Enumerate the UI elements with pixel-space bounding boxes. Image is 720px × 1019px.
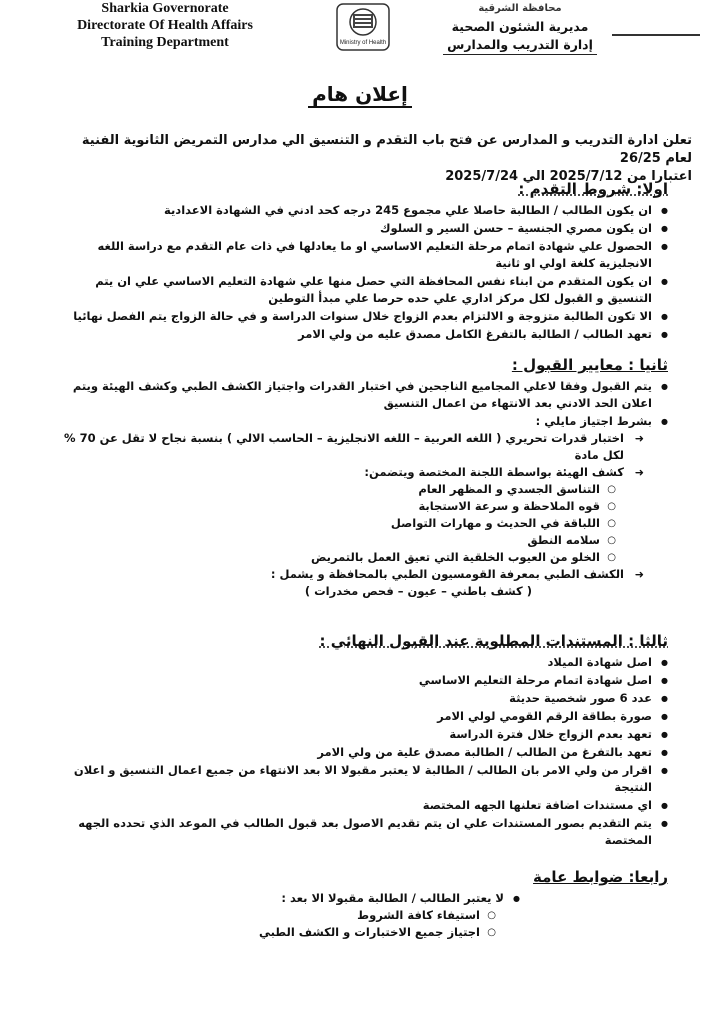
directorate-en: Directorate Of Health Affairs bbox=[77, 18, 253, 33]
section-conditions-heading: اولا: شروط التقدم : bbox=[518, 180, 668, 198]
list-item: ○ اللباقة في الحديث و مهارات التواصل bbox=[48, 515, 616, 532]
list-item: ● الا تكون الطالبة متزوجة و الالتزام بعدم الزواج خلال سنوات الدراسة و في حالة الزواج يتم الفصل نهائيا bbox=[48, 308, 668, 325]
section-required-documents bbox=[48, 632, 668, 850]
list-item: ● يتم التقديم بصور المستندات علي ان يتم تقديم الاصول بعد قبول الطالب في الموعد الذي تحدده الجهه المختصة bbox=[48, 815, 668, 849]
written-test-item bbox=[48, 430, 644, 464]
section-admission-criteria bbox=[48, 356, 668, 601]
section-general-rules bbox=[48, 868, 668, 942]
intro-line-1: تعلن ادارة التدريب و المدارس عن فتح باب التقدم و التنسيق الي مدارس التمريض الثانوية الفنية لعام 26/25 bbox=[81, 133, 692, 166]
arabic-letterhead bbox=[435, 0, 605, 55]
list-item: ○ قوه الملاحظة و سرعة الاستجابة bbox=[48, 498, 616, 515]
ministry-logo bbox=[335, 2, 391, 52]
list-item: ● عدد 6 صور شخصية حديثة bbox=[48, 690, 668, 707]
list-item: ○ سلامه النطق bbox=[48, 532, 616, 549]
intro-line-2: اعتبارا من 2025/7/12 الي 2025/7/24 bbox=[445, 169, 692, 184]
written-test-text: اختبار قدرات تحريري ( اللغه العربية – اللغه الانجليزية – الحاسب الالي ) بنسبة نجاح لا تقل عن 70 % لكل مادة bbox=[64, 431, 624, 462]
list-item: ● يتم القبول وفقا لاعلي المجاميع الناجحين في اختبار القدرات واجتياز الكشف الطبي وكشف الهيئة ويتم اعلان الحد الادني بعد الانتهاء من اعمال التنسيق bbox=[48, 378, 668, 412]
arrow-bullet-icon: ➜ bbox=[634, 568, 644, 581]
appearance-exam-item bbox=[48, 464, 644, 481]
list-item: ● ان يكون المتقدم من ابناء نفس المحافظة التي حصل منها علي شهادة التعليم الاساسي علي ان يتم التنسيق و القبول لكل مركز اداري علي حده حرصا علي مبدأ التوطين bbox=[48, 273, 668, 307]
section-admission-heading: ثانيا : معايير القبول : bbox=[511, 356, 668, 374]
logo-text: Ministry of Health bbox=[339, 40, 387, 46]
announcement-title: إعلان هام bbox=[308, 82, 412, 108]
list-item bbox=[48, 413, 668, 600]
governorate-en: Sharkia Governorate bbox=[101, 1, 229, 16]
documents-list bbox=[48, 654, 668, 849]
list-item-text: ● لا يعتبر الطالب / الطالبة مقبولا الا بعد : bbox=[281, 891, 504, 905]
medical-exam-text: الكشف الطبي بمعرفة القومسيون الطبي بالمحافظة و يشمل : bbox=[270, 567, 624, 581]
medical-exam-item bbox=[48, 566, 644, 583]
list-item bbox=[48, 890, 520, 941]
list-item: ● تعهد بعدم الزواج خلال فترة الدراسة bbox=[48, 726, 668, 743]
governorate-ar: محافظة الشرقية bbox=[478, 3, 562, 14]
list-item: ● ان يكون مصري الجنسية – حسن السير و السلوك bbox=[48, 220, 668, 237]
department-ar: إدارة التدريب والمدارس bbox=[443, 36, 597, 55]
directorate-ar: مديرية الشئون الصحية bbox=[451, 19, 589, 34]
announcement-title-wrap bbox=[0, 82, 720, 106]
department-en: Training Department bbox=[101, 35, 229, 50]
list-item: ● الحصول علي شهادة اتمام مرحلة التعليم الاساسي او ما يعادلها في ذات عام التقدم مع دراسة اللغه الانجليزية كلغة اولي او ثانية bbox=[48, 238, 668, 272]
list-item: ○ استيفاء كافة الشروط bbox=[48, 907, 496, 924]
conditions-list bbox=[48, 202, 668, 343]
list-item: ○ الخلو من العيوب الخلقية التي تعيق العمل بالتمريض bbox=[48, 549, 616, 566]
list-item: ● اصل شهادة الميلاد bbox=[48, 654, 668, 671]
list-item: ● تعهد بالتفرغ من الطالب / الطالبة مصدق علية من ولي الامر bbox=[48, 744, 668, 761]
list-item: ● تعهد الطالب / الطالبة بالتفرغ الكامل مصدق عليه من ولي الامر bbox=[48, 326, 668, 343]
list-item: ○ التناسق الجسدي و المظهر العام bbox=[48, 481, 616, 498]
arrow-bullet-icon: ➜ bbox=[634, 432, 644, 445]
appearance-exam-text: كشف الهيئة بواسطة اللجنة المختصة ويتضمن: bbox=[364, 465, 624, 479]
admission-list bbox=[48, 378, 668, 600]
arrow-bullet-icon: ➜ bbox=[634, 466, 644, 479]
section-documents-heading: ثالثا : المستندات المطلوبة عند القبول النهائي : bbox=[319, 632, 668, 650]
section-conditions bbox=[48, 180, 668, 344]
section-rules-heading: رابعا: ضوابط عامة bbox=[533, 868, 668, 886]
english-letterhead bbox=[70, 0, 260, 51]
medical-exam-detail: ( كشف باطني – عيون – فحص مخدرات ) bbox=[304, 584, 532, 598]
intro-paragraph bbox=[52, 132, 692, 186]
list-item-text: ● بشرط اجتياز مايلي : bbox=[535, 414, 652, 428]
list-item: ● ان يكون الطالب / الطالبة حاصلا علي مجموع 245 درجه كحد ادني في الشهادة الاعدادية bbox=[48, 202, 668, 219]
list-item: ● اصل شهادة اتمام مرحلة التعليم الاساسي bbox=[48, 672, 668, 689]
list-item: ● صورة بطاقة الرقم القومي لولي الامر bbox=[48, 708, 668, 725]
list-item: ● اقرار من ولي الامر بان الطالب / الطالبة لا يعتبر مقبولا الا بعد الانتهاء من جميع اعمال التنسيق و اعلان النتيجة bbox=[48, 762, 668, 796]
rules-sublist bbox=[48, 907, 496, 941]
list-item: ○ اجتياز جميع الاختبارات و الكشف الطبي bbox=[48, 924, 496, 941]
header-divider bbox=[612, 34, 700, 36]
rules-list bbox=[48, 890, 520, 941]
appearance-criteria-list bbox=[48, 481, 616, 566]
list-item: ● اي مستندات اضافة تعلنها الجهه المختصة bbox=[48, 797, 668, 814]
